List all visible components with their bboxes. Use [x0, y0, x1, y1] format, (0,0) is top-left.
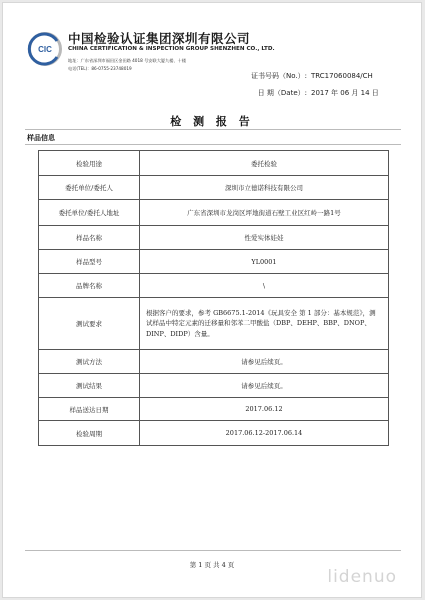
table-row — [39, 398, 389, 421]
report-page — [2, 2, 422, 598]
row-label: 检验用途 — [39, 151, 140, 176]
company-name-cn: 中国检验认证集团深圳有限公司 — [68, 31, 251, 46]
table-row — [39, 226, 389, 250]
row-label: 测试方法 — [39, 350, 140, 374]
watermark: lidenuo — [327, 567, 397, 587]
table-row — [39, 176, 389, 200]
row-value: 请参见后续页。 — [140, 374, 389, 398]
certificate-number-label: 证书号码（No.）: — [251, 72, 307, 80]
certificate-number-row — [231, 71, 391, 81]
row-label: 检验周期 — [39, 421, 140, 446]
page-number: 第 1 页 共 4 页 — [189, 561, 235, 569]
row-value: 委托检验 — [140, 151, 389, 176]
table-row — [39, 151, 389, 176]
top-divider — [25, 129, 401, 130]
table-row — [39, 350, 389, 374]
row-value: 广东省深圳市龙岗区坪地街道石壁工业区红岭一路1号 — [140, 200, 389, 226]
row-value: 2017.06.12 — [140, 398, 389, 421]
table-row — [39, 421, 389, 446]
row-label: 品牌名称 — [39, 274, 140, 298]
report-title: 检 测 报 告 — [170, 115, 254, 128]
row-value: 2017.06.12-2017.06.14 — [140, 421, 389, 446]
row-value: 根据客户的要求，参考 GB6675.1-2014《玩具安全 第 1 部分：基本规范》，测试样品中特定元素的迁移量和邻苯二甲酸盐（DBP、DEHP、BBP、DNOP、DINP、DIDP）含量。 — [140, 298, 389, 350]
table-row — [39, 200, 389, 226]
section-title: 样品信息 — [27, 134, 55, 142]
row-label: 测试要求 — [39, 298, 140, 350]
bottom-divider — [25, 550, 401, 551]
report-date: 2017 年 06 月 14 日 — [311, 89, 379, 97]
section-divider — [25, 144, 401, 145]
row-label: 样品名称 — [39, 226, 140, 250]
certificate-number: TRC17060084/CH — [311, 72, 373, 80]
row-label: 样品送达日期 — [39, 398, 140, 421]
row-label: 委托单位/委托人地址 — [39, 200, 140, 226]
company-name-en: CHINA CERTIFICATION & INSPECTION GROUP SHENZHEN CO., LTD. — [68, 46, 275, 52]
svg-text:CIC: CIC — [38, 45, 52, 54]
table-row — [39, 374, 389, 398]
company-address: 地址：广东省深圳市福田区金田路 4018 号安联大厦九楼、十楼 — [68, 58, 187, 63]
date-row — [231, 88, 391, 98]
row-label: 样品型号 — [39, 250, 140, 274]
sample-info-table — [38, 150, 389, 446]
table-row — [39, 274, 389, 298]
row-value: YL0001 — [140, 250, 389, 274]
company-tel: 电话(TEL)：86-0755-23748019 — [68, 66, 132, 71]
table-row — [39, 250, 389, 274]
row-value: 性爱实体娃娃 — [140, 226, 389, 250]
row-value: 深圳市立德诺科技有限公司 — [140, 176, 389, 200]
row-value: \ — [140, 274, 389, 298]
date-label: 日 期（Date）: — [257, 89, 307, 97]
row-label: 测试结果 — [39, 374, 140, 398]
cic-logo-icon — [27, 31, 63, 67]
table-row — [39, 298, 389, 350]
row-value: 请参见后续页。 — [140, 350, 389, 374]
row-label: 委托单位/委托人 — [39, 176, 140, 200]
